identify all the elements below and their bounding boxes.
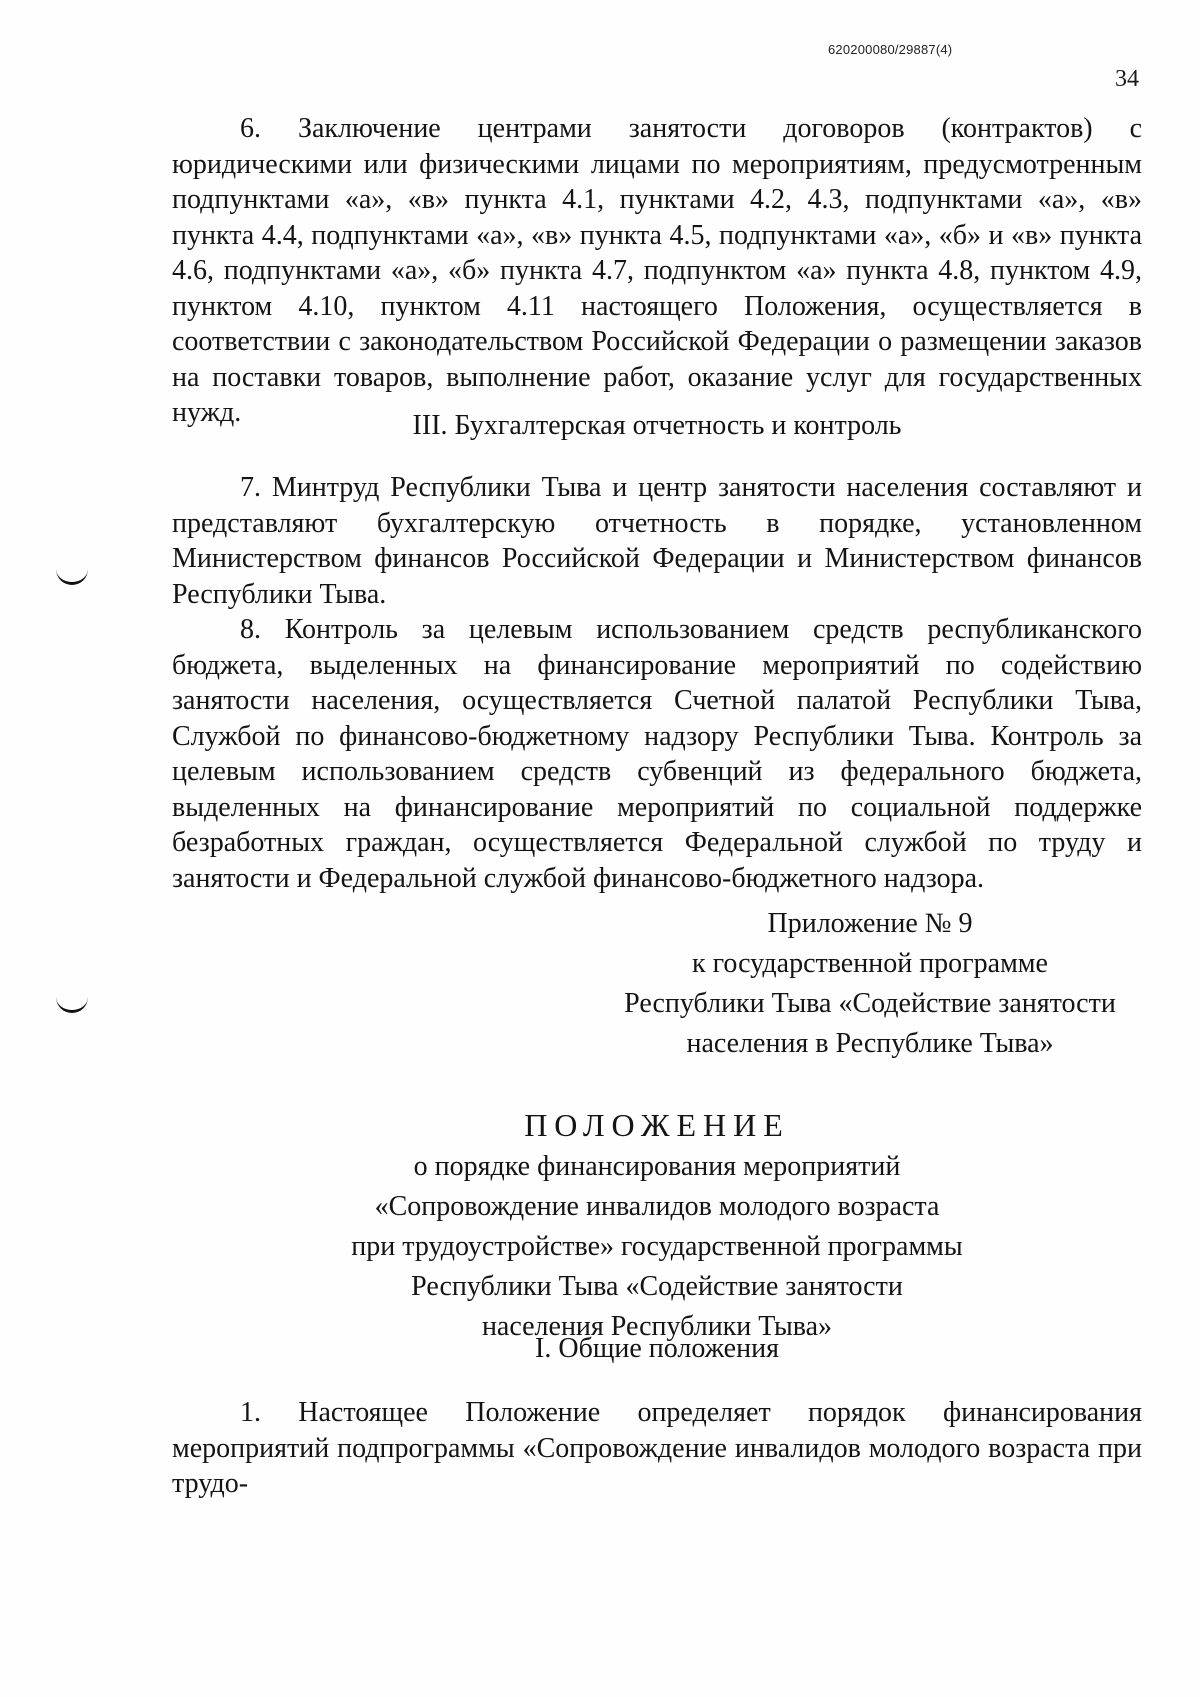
paragraph-6: 6. Заключение центрами занятости договоров (контрактов) с юридическими или физическими лицами по мероприятиям, предусмотренным подпунктами «а», «в» пункта 4.1, пунктами 4.2, 4.3, подпунктами «а», «в» пункта 4.4, подпунктами «а», «в» пункта 4.5, подпунктами «а», «б» и «в» пункта 4.6, подпунктами «а», «б» пункта 4.7, подпунктом «а» пункта 4.8, пунктом 4.9, пунктом 4.10, пунктом 4.11 настоящего Положения, осуществляется в соответствии с законодательством Российской Федерации о размещении заказов на поставки товаров, выполнение работ, оказание услуг для государственных нужд. [172, 113, 1142, 428]
section-1-heading: I. Общие положения [535, 1333, 779, 1364]
regulation-subtitle-1: о порядке финансирования мероприятий [413, 1151, 901, 1182]
regulation-title: ПОЛОЖЕНИЕ [524, 1107, 790, 1143]
appendix-line-3: Республики Тыва «Содействие занятости [624, 988, 1116, 1019]
page-number: 34 [1115, 66, 1139, 92]
regulation-subtitle-5: населения Республики Тыва» [481, 1311, 833, 1342]
appendix-line-2: к государственной программе [692, 948, 1048, 979]
paragraph-1: 1. Настоящее Положение определяет порядок финансирования мероприятий подпрограммы «Сопровождение инвалидов молодого возраста при трудо- [172, 1397, 1142, 1499]
paragraph-1-block [172, 1395, 1142, 1502]
appendix-number: Приложение № 9 [767, 908, 973, 939]
appendix-block [600, 904, 1140, 1064]
regulation-subtitle-3: при трудоустройстве» государственной программы [351, 1231, 963, 1262]
regulation-heading [172, 1103, 1142, 1347]
regulation-subtitle-4: Республики Тыва «Содействие занятости [411, 1271, 903, 1302]
section-3-heading: III. Бухгалтерская отчетность и контроль [412, 410, 902, 441]
binding-hole-mark [56, 996, 88, 1013]
paragraph-7: 7. Минтруд Республики Тыва и центр занятости населения составляют и представляют бухгалтерскую отчетность в порядке, установленном Министерством финансов Российской Федерации и Министерством финансов Республики Тыва. [172, 472, 1142, 610]
paragraph-6-block [172, 111, 1142, 431]
document-id: 620200080/29887(4) [828, 42, 953, 57]
accounting-section [172, 470, 1142, 896]
paragraph-8: 8. Контроль за целевым использованием средств республиканского бюджета, выделенных на финансирование мероприятий по содействию занятости населения, осуществляется Счетной палатой Республики Тыва, Службой по финансово-бюджетному надзору Республики Тыва. Контроль за целевым использованием средств субвенций из федерального бюджета, выделенных на финансирование мероприятий по социальной поддержке безработных граждан, осуществляется Федеральной службой по труду и занятости и Федеральной службой финансово-бюджетного надзора. [172, 614, 1142, 894]
regulation-subtitle-2: «Сопровождение инвалидов молодого возраста [374, 1191, 940, 1222]
appendix-line-4: населения в Республике Тыва» [686, 1028, 1054, 1059]
binding-hole-mark [56, 568, 88, 585]
